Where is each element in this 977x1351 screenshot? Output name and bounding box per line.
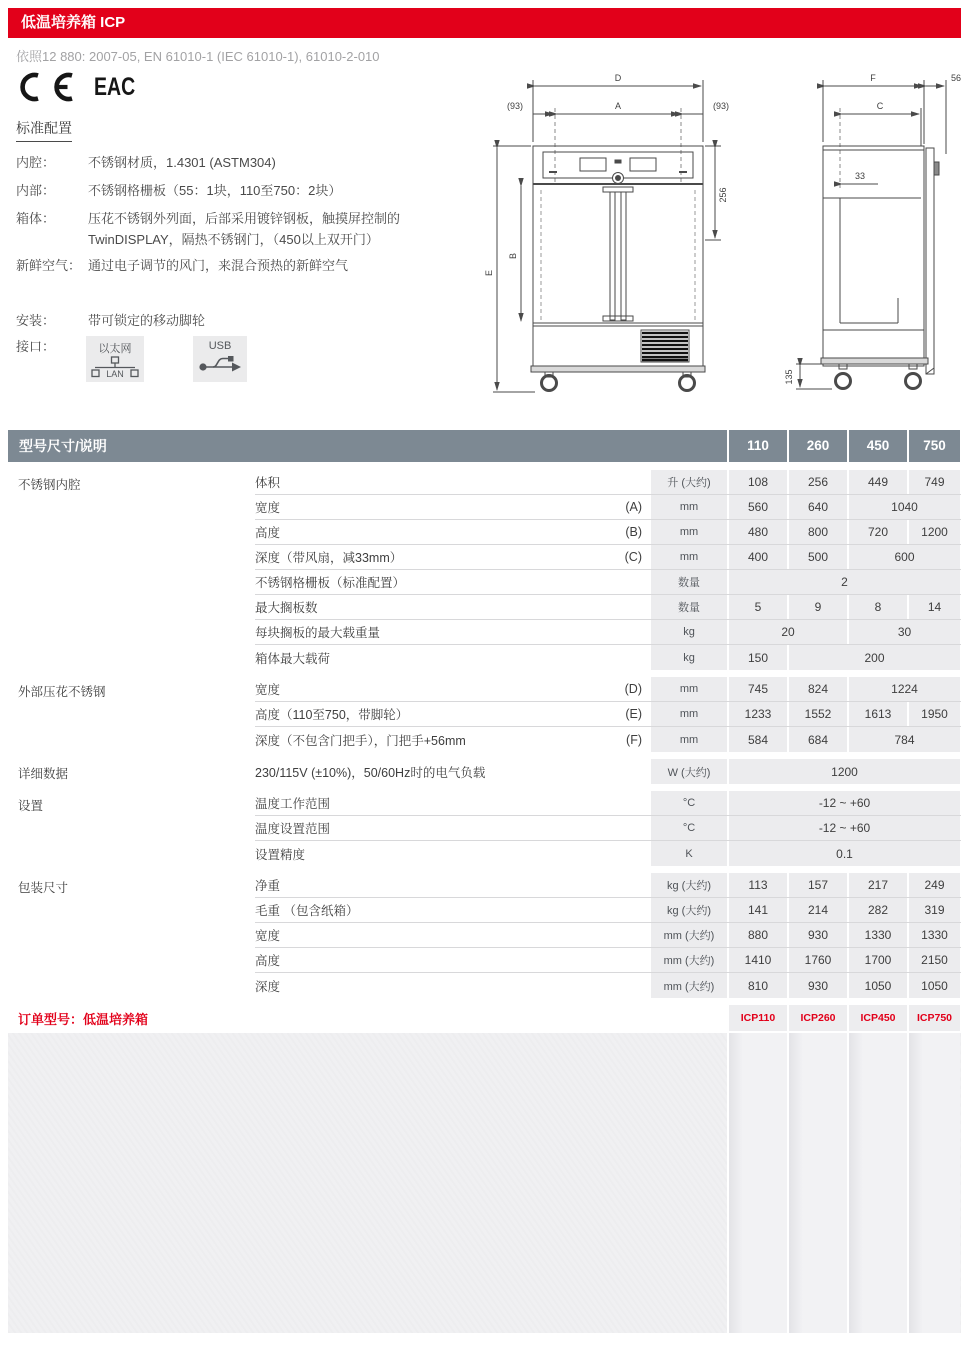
row-desc: 箱体最大载荷	[255, 651, 331, 666]
page-title: 低温培养箱 ICP	[21, 14, 126, 31]
config-text: 通过电子调节的风门，来混合预热的新鲜空气	[88, 258, 349, 273]
spec-row	[255, 702, 961, 727]
row-unit: mm	[651, 677, 727, 701]
row-desc: 设置精度	[255, 847, 306, 862]
section-category: 包装尺寸	[18, 881, 69, 895]
row-unit: W (大约)	[651, 759, 727, 784]
model-column-450: 450	[847, 430, 907, 462]
table-header-row	[8, 430, 961, 462]
spec-row	[255, 791, 961, 816]
section-packaging	[8, 873, 961, 998]
dim-letter: (D)	[624, 682, 642, 696]
value-cell: 1410	[727, 948, 787, 972]
table-header-label: 型号尺寸/说明	[8, 430, 727, 462]
value-cell: 1200	[727, 759, 960, 784]
row-desc: 温度工作范围	[255, 797, 331, 811]
svg-text:33: 33	[854, 171, 866, 181]
config-label: 内部：	[16, 183, 56, 198]
order-model-icp110: ICP110	[727, 1005, 787, 1031]
svg-text:F: F	[870, 73, 876, 83]
row-desc: 高度	[255, 954, 281, 968]
value-cell: 449	[847, 470, 907, 494]
value-cell: 584	[727, 727, 787, 752]
spec-row	[255, 677, 961, 702]
value-cell: 400	[727, 545, 787, 569]
row-unit: mm	[651, 727, 727, 752]
row-desc: 230/115V (±10%)，50/60Hz时的电气负载	[255, 765, 486, 780]
value-cell: 150	[727, 645, 787, 670]
value-cell: 1200	[907, 520, 960, 544]
value-cell: 30	[847, 620, 960, 644]
row-unit: mm (大约)	[651, 948, 727, 972]
standards-line: 依照12 880: 2007-05, EN 61010-1 (IEC 61010-1), 61010-2-010	[16, 49, 380, 64]
column-stripe	[907, 1033, 960, 1333]
spec-row	[255, 495, 961, 520]
value-cell: 157	[787, 873, 847, 897]
ce-mark-logo	[14, 72, 80, 102]
row-desc: 温度设置范围	[255, 822, 331, 836]
ethernet-lan-icon	[86, 336, 144, 382]
value-cell: 720	[847, 520, 907, 544]
value-cell: 800	[787, 520, 847, 544]
value-cell: 480	[727, 520, 787, 544]
config-label: 接口：	[16, 339, 56, 354]
section-category: 详细数据	[18, 767, 69, 781]
value-cell: 1330	[847, 923, 907, 947]
row-desc: 体积	[255, 476, 281, 490]
dim-letter: (A)	[625, 500, 642, 514]
section-electrical	[8, 759, 961, 784]
row-unit: mm	[651, 520, 727, 544]
svg-text:E: E	[484, 269, 494, 277]
svg-text:C: C	[876, 101, 884, 111]
value-cell: 256	[787, 470, 847, 494]
spec-row	[255, 873, 961, 898]
config-label: 新鲜空气：	[16, 258, 82, 273]
svg-text:256: 256	[718, 187, 728, 203]
front-view-drawing	[483, 68, 738, 428]
value-cell: 0.1	[727, 841, 960, 866]
order-label: 订单型号：低温培养箱	[18, 1011, 149, 1027]
value-cell: 560	[727, 495, 787, 519]
config-text: 不锈钢格栅板（55：1块，110至750：2块）	[88, 183, 342, 198]
row-unit: 数量	[651, 595, 727, 619]
section-category: 不锈钢内腔	[18, 478, 81, 492]
usb-icon	[193, 336, 247, 382]
value-cell: 2	[727, 570, 960, 594]
svg-text:LAN: LAN	[106, 369, 124, 379]
row-unit: mm	[651, 545, 727, 569]
row-unit: °C	[651, 816, 727, 840]
value-cell: 745	[727, 677, 787, 701]
value-cell: 500	[787, 545, 847, 569]
model-column-260: 260	[787, 430, 847, 462]
value-cell: -12 ~ +60	[727, 816, 960, 840]
value-cell: 8	[847, 595, 907, 619]
value-cell: 784	[847, 727, 960, 752]
spec-row	[255, 973, 961, 998]
row-desc: 毛重 （包含纸箱）	[255, 904, 359, 918]
row-desc: 宽度	[255, 683, 281, 697]
row-unit: 数量	[651, 570, 727, 594]
order-row	[8, 1005, 961, 1031]
value-cell: 1552	[787, 702, 847, 726]
title-bar	[8, 8, 961, 38]
spec-row	[255, 841, 961, 866]
column-stripe	[727, 1033, 787, 1333]
value-cell: 824	[787, 677, 847, 701]
svg-text:135: 135	[784, 369, 794, 385]
row-desc: 不锈钢格栅板（标准配置）	[255, 576, 406, 590]
row-unit: kg (大约)	[651, 873, 727, 897]
row-desc: 每块搁板的最大载重量	[255, 626, 381, 640]
lan-glyph-icon	[90, 356, 140, 382]
value-cell: 810	[727, 973, 787, 998]
usb-glyph-icon	[197, 352, 243, 376]
spec-row	[255, 816, 961, 841]
bottom-panel	[8, 1033, 961, 1333]
section-inner-chamber	[8, 470, 961, 670]
column-stripe	[787, 1033, 847, 1333]
eac-logo: EAC	[94, 72, 136, 101]
spec-row	[255, 759, 961, 784]
row-desc: 深度（不包含门把手），门把手+56mm	[255, 733, 466, 748]
model-column-110: 110	[727, 430, 787, 462]
config-heading: 标准配置	[16, 118, 72, 142]
svg-text:(93): (93)	[506, 101, 524, 111]
value-cell: 141	[727, 898, 787, 922]
spec-row	[255, 520, 961, 545]
side-view-drawing	[728, 68, 968, 428]
value-cell: 108	[727, 470, 787, 494]
value-cell: 5	[727, 595, 787, 619]
config-label: 安装：	[16, 313, 56, 328]
config-text: 带可锁定的移动脚轮	[88, 313, 206, 328]
ethernet-label: 以太网	[98, 343, 132, 355]
svg-text:D: D	[614, 73, 622, 83]
svg-text:(93): (93)	[712, 101, 730, 111]
order-model-icp450: ICP450	[847, 1005, 907, 1031]
row-desc: 最大搁板数	[255, 601, 318, 615]
value-cell: 600	[847, 545, 960, 569]
value-cell: 930	[787, 973, 847, 998]
row-desc: 高度（110至750，带脚轮）	[255, 708, 409, 722]
value-cell: 1050	[907, 973, 960, 998]
row-unit: °C	[651, 791, 727, 815]
value-cell: 2150	[907, 948, 960, 972]
order-model-icp750: ICP750	[907, 1005, 960, 1031]
row-desc: 净重	[255, 879, 281, 893]
spec-table	[8, 430, 961, 1333]
spec-row	[255, 898, 961, 923]
svg-text:A: A	[614, 101, 622, 111]
value-cell: 217	[847, 873, 907, 897]
value-cell: 9	[787, 595, 847, 619]
dim-letter: (F)	[626, 732, 642, 747]
order-model-icp260: ICP260	[787, 1005, 847, 1031]
model-column-750: 750	[907, 430, 960, 462]
value-cell: 1330	[907, 923, 960, 947]
svg-text:56: 56	[950, 73, 962, 83]
row-unit: mm	[651, 702, 727, 726]
spec-row	[255, 645, 961, 670]
section-settings	[8, 791, 961, 866]
value-cell: 684	[787, 727, 847, 752]
value-cell: 1700	[847, 948, 907, 972]
value-cell: 20	[727, 620, 847, 644]
spec-row	[255, 923, 961, 948]
value-cell: 200	[787, 645, 960, 670]
row-unit: kg	[651, 645, 727, 670]
row-unit: 升 (大约)	[651, 470, 727, 494]
value-cell: 319	[907, 898, 960, 922]
value-cell: 14	[907, 595, 960, 619]
value-cell: 1613	[847, 702, 907, 726]
row-unit: mm (大约)	[651, 923, 727, 947]
value-cell: 282	[847, 898, 907, 922]
row-desc: 宽度	[255, 929, 281, 943]
spec-row	[255, 948, 961, 973]
column-stripe	[847, 1033, 907, 1333]
row-unit: K	[651, 841, 727, 866]
row-desc: 深度	[255, 979, 281, 994]
spec-row	[255, 570, 961, 595]
value-cell: 749	[907, 470, 960, 494]
config-label: 内腔：	[16, 155, 56, 170]
row-unit: kg	[651, 620, 727, 644]
section-category: 外部压花不锈钢	[18, 685, 106, 699]
section-exterior	[8, 677, 961, 752]
spec-row	[255, 595, 961, 620]
spec-row	[255, 620, 961, 645]
value-cell: 640	[787, 495, 847, 519]
dim-letter: (B)	[625, 525, 642, 539]
value-cell: 1040	[847, 495, 960, 519]
dim-letter: (C)	[624, 550, 642, 564]
config-text: 不锈钢材质，1.4301 (ASTM304)	[88, 155, 276, 170]
row-unit: mm	[651, 495, 727, 519]
value-cell: 1233	[727, 702, 787, 726]
spec-row	[255, 545, 961, 570]
row-unit: mm (大约)	[651, 973, 727, 998]
value-cell: 214	[787, 898, 847, 922]
value-cell: -12 ~ +60	[727, 791, 960, 815]
value-cell: 1760	[787, 948, 847, 972]
value-cell: 1224	[847, 677, 960, 701]
svg-text:B: B	[508, 252, 518, 260]
row-desc: 高度	[255, 526, 281, 540]
value-cell: 930	[787, 923, 847, 947]
config-text: 压花不锈钢外列面，后部采用镀锌钢板，触摸屏控制的TwinDISPLAY，隔热不锈钢门，（450以上双开门）	[88, 211, 401, 247]
spec-row	[255, 727, 961, 752]
value-cell: 1950	[907, 702, 960, 726]
value-cell: 880	[727, 923, 787, 947]
spec-row	[255, 470, 961, 495]
value-cell: 113	[727, 873, 787, 897]
row-desc: 宽度	[255, 501, 281, 515]
value-cell: 1050	[847, 973, 907, 998]
section-category: 设置	[18, 799, 44, 813]
config-label: 箱体：	[16, 211, 56, 226]
usb-label: USB	[208, 340, 232, 352]
dim-letter: (E)	[625, 707, 642, 721]
value-cell: 249	[907, 873, 960, 897]
row-desc: 深度（带风扇，减33mm）	[255, 551, 403, 565]
row-unit: kg (大约)	[651, 898, 727, 922]
